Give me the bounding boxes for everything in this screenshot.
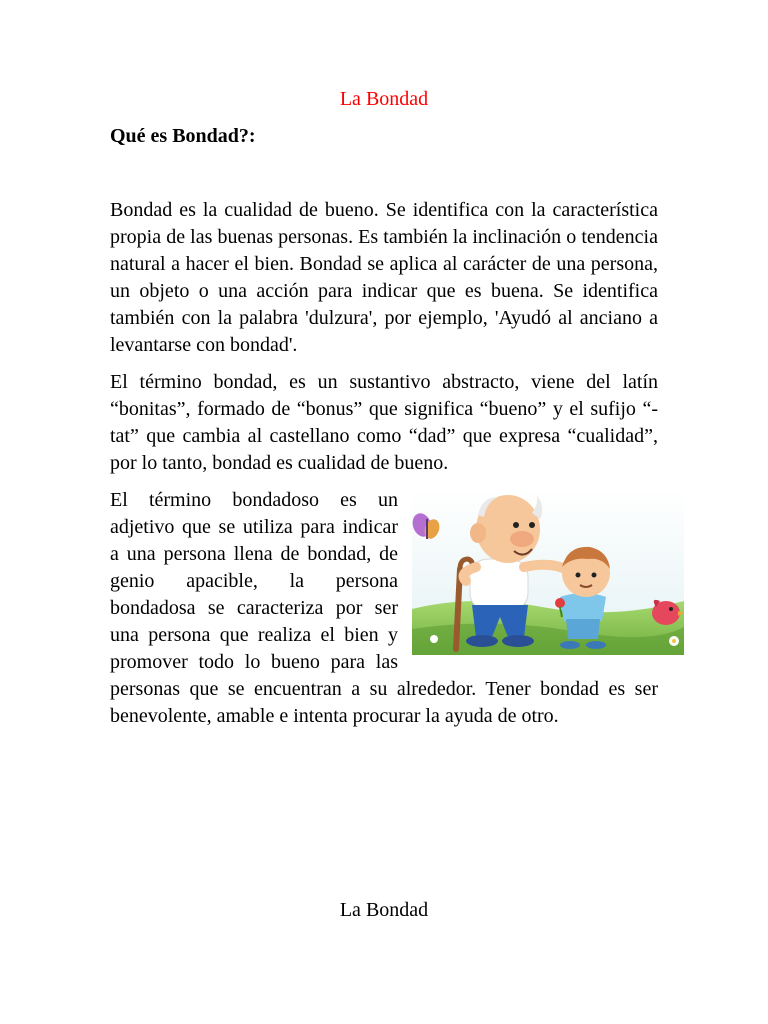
paragraph-2: El término bondad, es un sustantivo abstracto, viene del latín “bonitas”, formado de “bonus” que significa “bueno” y el sufijo “-tat” que cambia al castellano como “dad” que expresa “cualidad”, por lo tanto, bondad es cualidad de bueno. [110, 371, 658, 474]
section-heading: Qué es Bondad?: [110, 125, 256, 147]
paragraph-3: El término bondadoso es un adjetivo que se utiliza para indicar a una persona llena de bondad, de genio apacible, la persona bondadosa se caracteriza por ser una persona que realiza el bien y promover todo lo bueno para las personas que se encuentran a su alrededor. Tener bondad es ser benevolente, amable e intenta procurar la ayuda de otro. [110, 489, 658, 727]
page-title: La Bondad [339, 88, 429, 110]
grandfather-child-illustration [412, 489, 684, 655]
page-footer: La Bondad [339, 899, 429, 921]
paragraph-1: Bondad es la cualidad de bueno. Se identifica con la característica propia de las buenas personas. Es también la inclinación o tendencia natural a hacer el bien. Bondad se aplica al carácter de una persona, un objeto o una acción para indicar que es buena. Se identifica también con la palabra 'dulzura', por ejemplo, 'Ayudó al anciano a levantarse con bondad'. [110, 199, 658, 356]
document-body [110, 197, 658, 740]
